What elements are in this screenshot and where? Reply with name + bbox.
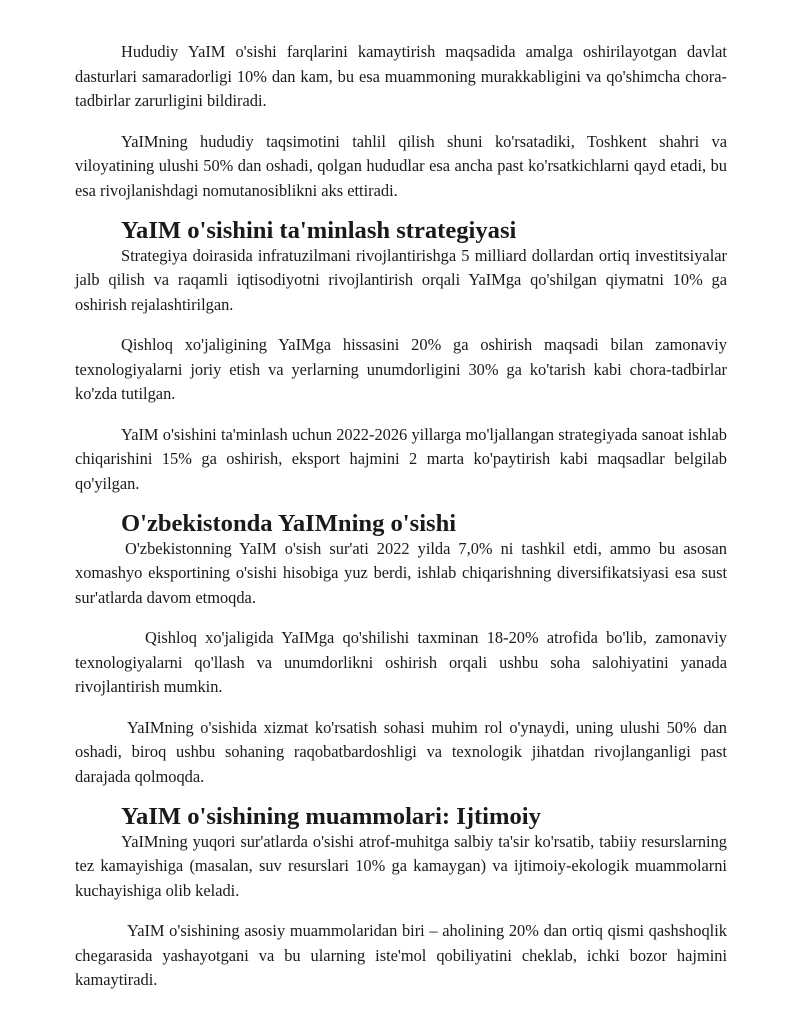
paragraph-environmental-impact: YaIMning yuqori sur'atlarda o'sishi atrof-muhitga salbiy ta'sir ko'rsatib, tabiiy resurslarning tez kamayishiga (masalan, suv resurslari 10% ga kamaygan) va ijtimoiy-ekologik muammolarni kuchayishiga olib keladi. (75, 831, 727, 900)
heading-growth-strategy: YaIM o'sishini ta'minlash strategiyasi (121, 217, 517, 244)
heading-growth-problems: YaIM o'sishining muammolari: Ijtimoiy (121, 803, 541, 830)
paragraph-agriculture-contribution: Qishloq xo'jaligida YaIMga qo'shilishi taxminan 18-20% atrofida bo'lib, zamonaviy texnologiyalarni qo'llash va unumdorlikni oshirish orqali ushbu soha salohiyatini yanada rivojlantirish mumkin. (75, 628, 727, 696)
paragraph-regional-distribution: YaIMning hududiy taqsimotini tahlil qilish shuni ko'rsatadiki, Toshkent shahri va viloyatining ulushi 50% dan oshadi, qolgan hududlar esa ancha past ko'rsatkichlarni qayd etadi, bu esa rivojlanishdagi nomutanosiblikni aks ettiradi. (75, 131, 727, 200)
paragraph-growth-rate-2022: O'zbekistonning YaIM o'sish sur'ati 2022 yilda 7,0% ni tashkil etdi, ammo bu asosan xomashyo eksportining o'sishi hisobiga yuz berdi, ishlab chiqarishning diversifikatsiyasi esa sust sur'atlarda davom etmoqda. (75, 538, 727, 607)
heading-uzbekistan-growth: O'zbekistonda YaIMning o'sishi (121, 510, 457, 537)
paragraph-strategy-2022-2026: YaIM o'sishini ta'minlash uchun 2022-2026 yillarga mo'ljallangan strategiyada sanoat ishlab chiqarishini 15% ga oshirish, eksport hajmini 2 marta ko'paytirish kabi maqsadlar belgilab qo'yilgan. (75, 424, 727, 493)
paragraph-agriculture-share: Qishloq xo'jaligining YaIMga hissasini 20% ga oshirish maqsadi bilan zamonaviy texnologiyalarni joriy etish va yerlarning unumdorligini 30% ga ko'tarish kabi chora-tadbirlar ko'zda tutilgan. (75, 335, 727, 403)
paragraph-services-sector: YaIMning o'sishida xizmat ko'rsatish sohasi muhim rol o'ynaydi, uning ulushi 50% dan oshadi, biroq ushbu sohaning raqobatbardoshligi va texnologik jihatdan rivojlanganligi past darajada qolmoqda. (75, 717, 727, 786)
paragraph-regional-programs: Hududiy YaIM o'sishi farqlarini kamaytirish maqsadida amalga oshirilayotgan davlat dasturlari samaradorligi 10% dan kam, bu esa muammoning murakkabligini va qo'shimcha chora-tadbirlar zarurligini bildiradi. (75, 42, 727, 110)
paragraph-infrastructure-investment: Strategiya doirasida infratuzilmani rivojlantirishga 5 milliard dollardan ortiq investitsiyalar jalb qilish va raqamli iqtisodiyotni rivojlantirish orqali YaIMga qo'shilgan qiymatni 10% ga oshirish rejalashtirilgan. (75, 245, 727, 314)
document-page (75, 40, 727, 993)
paragraph-poverty: YaIM o'sishining asosiy muammolaridan biri – aholining 20% dan ortiq qismi qashshoqlik chegarasida yashayotgani va bu ularning iste'mol qobiliyatini cheklab, ichki bozor hajmini kamaytiradi. (75, 921, 727, 989)
